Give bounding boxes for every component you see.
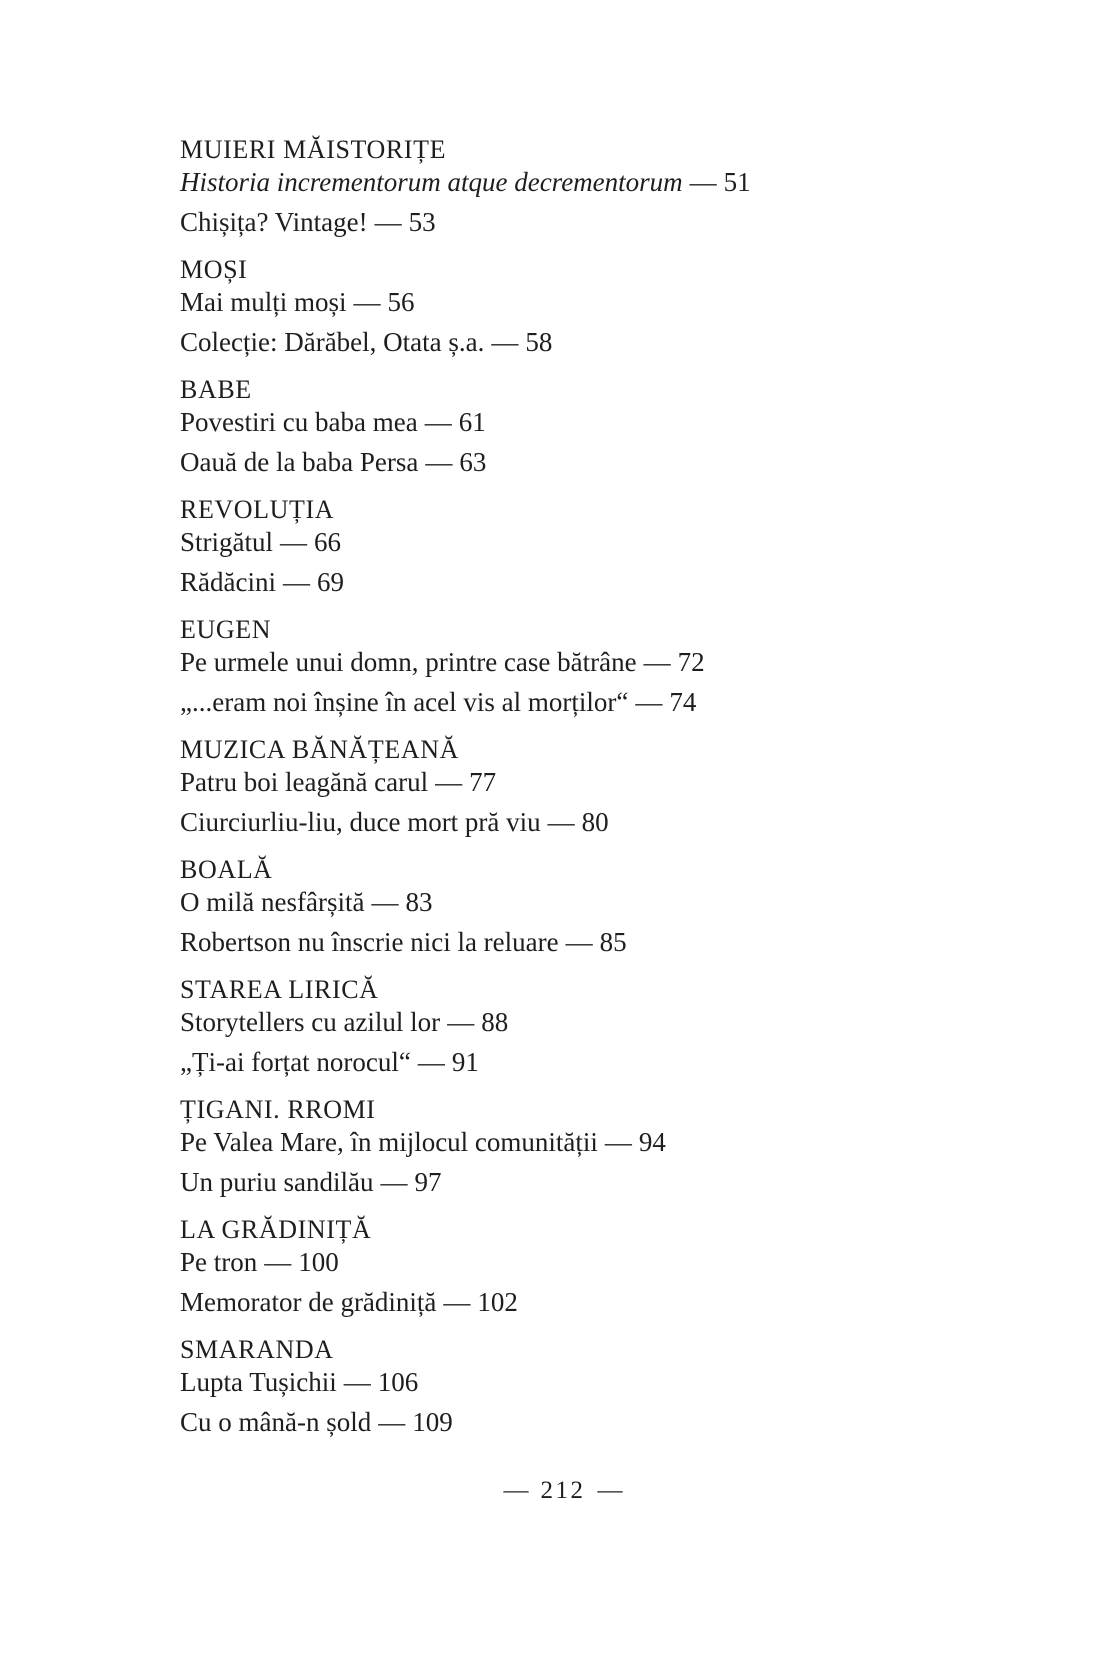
entry-title: Historia incrementorum atque decrementorum (180, 167, 683, 197)
toc-entry (180, 806, 946, 838)
entry-separator: — (343, 1367, 371, 1397)
entry-separator: — (282, 567, 310, 597)
entry-separator: — (280, 527, 307, 557)
entry-page-number: 66 (314, 527, 341, 557)
entry-page-number: 80 (581, 807, 609, 837)
entry-page-number: 91 (451, 1047, 479, 1077)
section-heading: ȚIGANI. RROMI (180, 1095, 376, 1124)
toc-entry (180, 406, 946, 438)
toc-section (180, 494, 946, 598)
footer-page-number: 212 (540, 1477, 586, 1504)
section-heading: MOȘI (180, 255, 248, 284)
entry-separator: — (374, 207, 402, 237)
entry-separator: — (491, 327, 519, 357)
entry-page-number: 53 (408, 207, 436, 237)
toc-section (180, 734, 946, 838)
toc-entry (180, 686, 946, 718)
toc-entry (180, 446, 946, 478)
entry-separator: — (443, 1287, 471, 1317)
section-heading: BABE (180, 375, 252, 404)
toc-section (180, 614, 946, 718)
entry-title: O milă nesfârșită (180, 887, 365, 917)
toc-section (180, 974, 946, 1078)
entry-separator: — (643, 647, 671, 677)
entry-title: Pe urmele unui domn, printre case bătrâne (180, 647, 637, 677)
toc-entry (180, 286, 946, 318)
entry-page-number: 51 (723, 167, 751, 197)
entry-title: Mai mulți moși (180, 287, 347, 317)
entry-title: Povestiri cu baba mea (180, 407, 418, 437)
entry-page-number: 74 (669, 687, 697, 717)
toc-entry (180, 886, 946, 918)
section-heading: REVOLUȚIA (180, 495, 335, 524)
toc-section (180, 1094, 946, 1198)
entry-separator: — (435, 767, 463, 797)
entry-separator: — (447, 1007, 475, 1037)
section-heading: LA GRĂDINIȚĂ (180, 1215, 372, 1244)
toc-section (180, 134, 946, 238)
entry-title: „Ți-ai forțat norocul“ (180, 1047, 411, 1077)
entry-page-number: 109 (412, 1407, 453, 1437)
entry-page-number: 100 (298, 1247, 339, 1277)
section-heading: MUZICA BĂNĂȚEANĂ (180, 735, 459, 764)
entry-page-number: 77 (469, 767, 497, 797)
entry-title: Lupta Tușichii (180, 1367, 337, 1397)
toc-entry (180, 926, 946, 958)
entry-separator: — (635, 687, 663, 717)
entry-title: Cu o mână-n șold (180, 1407, 372, 1437)
toc-entry (180, 1046, 946, 1078)
entry-separator: — (417, 1047, 445, 1077)
toc-entry (180, 1406, 946, 1438)
entry-separator: — (264, 1247, 292, 1277)
toc-entry (180, 166, 946, 198)
entry-separator: — (353, 287, 381, 317)
toc-entry (180, 326, 946, 358)
entry-separator: — (689, 167, 717, 197)
entry-page-number: 56 (387, 287, 415, 317)
footer-dash-left: — (503, 1477, 529, 1504)
entry-title: Patru boi leagănă carul (180, 767, 429, 797)
toc-list (180, 134, 946, 1454)
entry-page-number: 72 (677, 647, 705, 677)
toc-entry (180, 1126, 946, 1158)
toc-section (180, 854, 946, 958)
entry-page-number: 58 (525, 327, 553, 357)
entry-title: Un puriu sandilău (180, 1167, 374, 1197)
entry-title: Storytellers cu azilul lor (180, 1007, 441, 1037)
entry-separator: — (380, 1167, 408, 1197)
toc-entry (180, 1366, 946, 1398)
entry-page-number: 102 (477, 1287, 518, 1317)
toc-entry (180, 1286, 946, 1318)
section-heading: SMARANDA (180, 1335, 334, 1364)
entry-separator: — (378, 1407, 406, 1437)
entry-page-number: 85 (599, 927, 627, 957)
entry-separator: — (604, 1127, 632, 1157)
footer-dash-right: — (597, 1477, 623, 1504)
entry-page-number: 61 (458, 407, 486, 437)
entry-title: Pe Valea Mare, în mijlocul comunității (180, 1127, 598, 1157)
section-heading: BOALĂ (180, 855, 273, 884)
entry-page-number: 88 (481, 1007, 509, 1037)
entry-page-number: 63 (459, 447, 487, 477)
toc-entry (180, 1246, 946, 1278)
toc-entry (180, 1006, 946, 1038)
toc-entry (180, 206, 946, 238)
toc-entry (180, 1166, 946, 1198)
entry-title: Chișița? Vintage! (180, 207, 368, 237)
entry-separator: — (565, 927, 593, 957)
toc-entry (180, 526, 946, 558)
entry-page-number: 83 (405, 887, 433, 917)
entry-title: Strigătul (180, 527, 273, 557)
page-footer (180, 1476, 946, 1506)
section-heading: STAREA LIRICĂ (180, 975, 379, 1004)
section-heading: EUGEN (180, 615, 272, 644)
toc-section (180, 1214, 946, 1318)
toc-entry (180, 646, 946, 678)
entry-page-number: 94 (638, 1127, 666, 1157)
entry-page-number: 97 (414, 1167, 442, 1197)
toc-section (180, 1334, 946, 1438)
entry-title: Ciurciurliu-liu, duce mort pră viu (180, 807, 541, 837)
entry-page-number: 106 (377, 1367, 419, 1397)
toc-section (180, 374, 946, 478)
entry-title: Robertson nu înscrie nici la reluare (180, 927, 559, 957)
section-heading: MUIERI MĂISTORIȚE (180, 135, 447, 164)
entry-separator: — (371, 887, 399, 917)
entry-page-number: 69 (316, 567, 344, 597)
entry-separator: — (424, 407, 452, 437)
entry-title: Oauă de la baba Persa (180, 447, 419, 477)
entry-separator: — (547, 807, 575, 837)
entry-title: Memorator de grădiniță (180, 1287, 437, 1317)
toc-entry (180, 566, 946, 598)
entry-separator: — (425, 447, 453, 477)
toc-section (180, 254, 946, 358)
toc-entry (180, 766, 946, 798)
entry-title: Pe tron (180, 1247, 258, 1277)
entry-title: Colecție: Dărăbel, Otata ș.a. (180, 327, 485, 357)
entry-title: Rădăcini (180, 567, 276, 597)
entry-title: „...eram noi înșine în acel vis al morților“ (180, 687, 629, 717)
